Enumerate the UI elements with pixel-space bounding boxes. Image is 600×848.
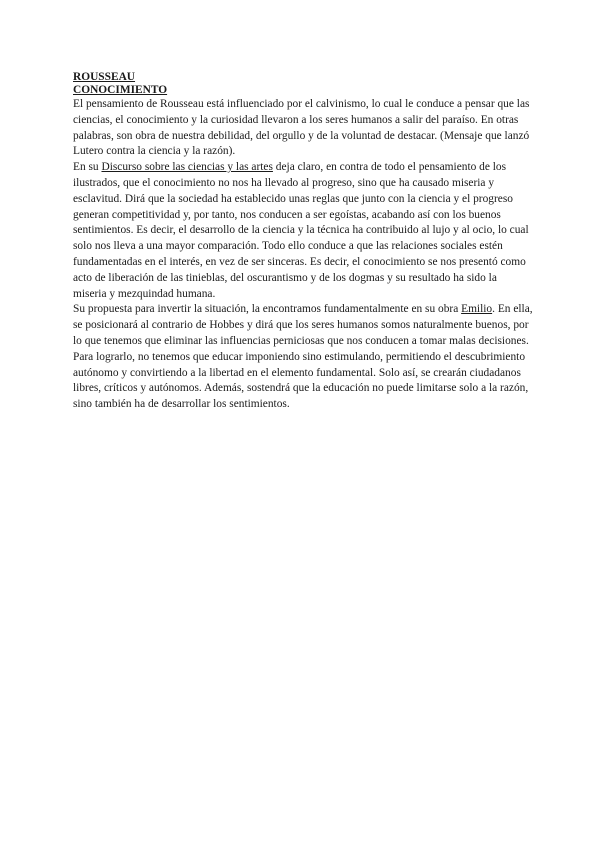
section-heading: CONOCIMIENTO (73, 84, 168, 96)
paragraph-text-before: En su (73, 161, 102, 174)
paragraph-calvinism: El pensamiento de Rousseau está influenciado por el calvinismo, lo cual le conduce a pensar que las ciencias, el conocimiento y la curiosidad llevaron a los seres humanos a salir del paraíso. En otras palabras, son obra de nuestra debilidad, del orgullo y de la voluntad de destacar. (Mensaje que lanzó Lutero contra la ciencia y la razón). (73, 98, 530, 158)
paragraph-text-after: . En ella, se posicionará al contrario de Hobbes y dirá que los seres humanos somos naturalmente buenos, por lo que tenemos que eliminar las influencias perniciosas que nos conducen a tomar malas decisiones. Para lograrlo, no tenemos que educar imponiendo sino estimulando, permitiendo el descubrimiento autónomo y convirtiendo a la libertad en el elemento fundamental. Solo así, se crearán ciudadanos libres, críticos y autónomos. Además, sostendrá que la educación no puede limitarse solo a la razón, sino también ha de desarrollar los sentimientos. (73, 303, 533, 411)
work-title-emilio: Emilio (461, 303, 493, 316)
document-body (73, 71, 533, 413)
paragraph-text-before: Su propuesta para invertir la situación, la encontramos fundamentalmente en su obra (73, 303, 462, 316)
document-title: ROUSSEAU (73, 71, 136, 83)
work-title-discurso: Discurso sobre las ciencias y las artes (101, 161, 273, 174)
paragraph-emilio (73, 302, 533, 413)
paragraph-text-after: deja claro, en contra de todo el pensamiento de los ilustrados, que el conocimiento no nos ha llevado al progreso, sino que ha causado miseria y esclavitud. Dirá que la sociedad ha establecido unas reglas que junto con la ciencia y el progreso generan competitividad y, por tanto, nos conducen a ser egoístas, acabando así con los buenos sentimientos. Es decir, el desarrollo de la ciencia y la técnica ha contribuido al lujo y al ocio, lo cual solo nos lleva a una mayor comparación. Todo ello conduce a que las relaciones sociales estén fundamentadas en el interés, en vez de ser sinceras. Es decir, el conocimiento se nos presentó como acto de liberación de las tinieblas, del oscurantismo y de los dogmas y su resultado ha sido la miseria y mezquindad humana. (73, 161, 529, 300)
paragraph-discurso (73, 160, 533, 302)
